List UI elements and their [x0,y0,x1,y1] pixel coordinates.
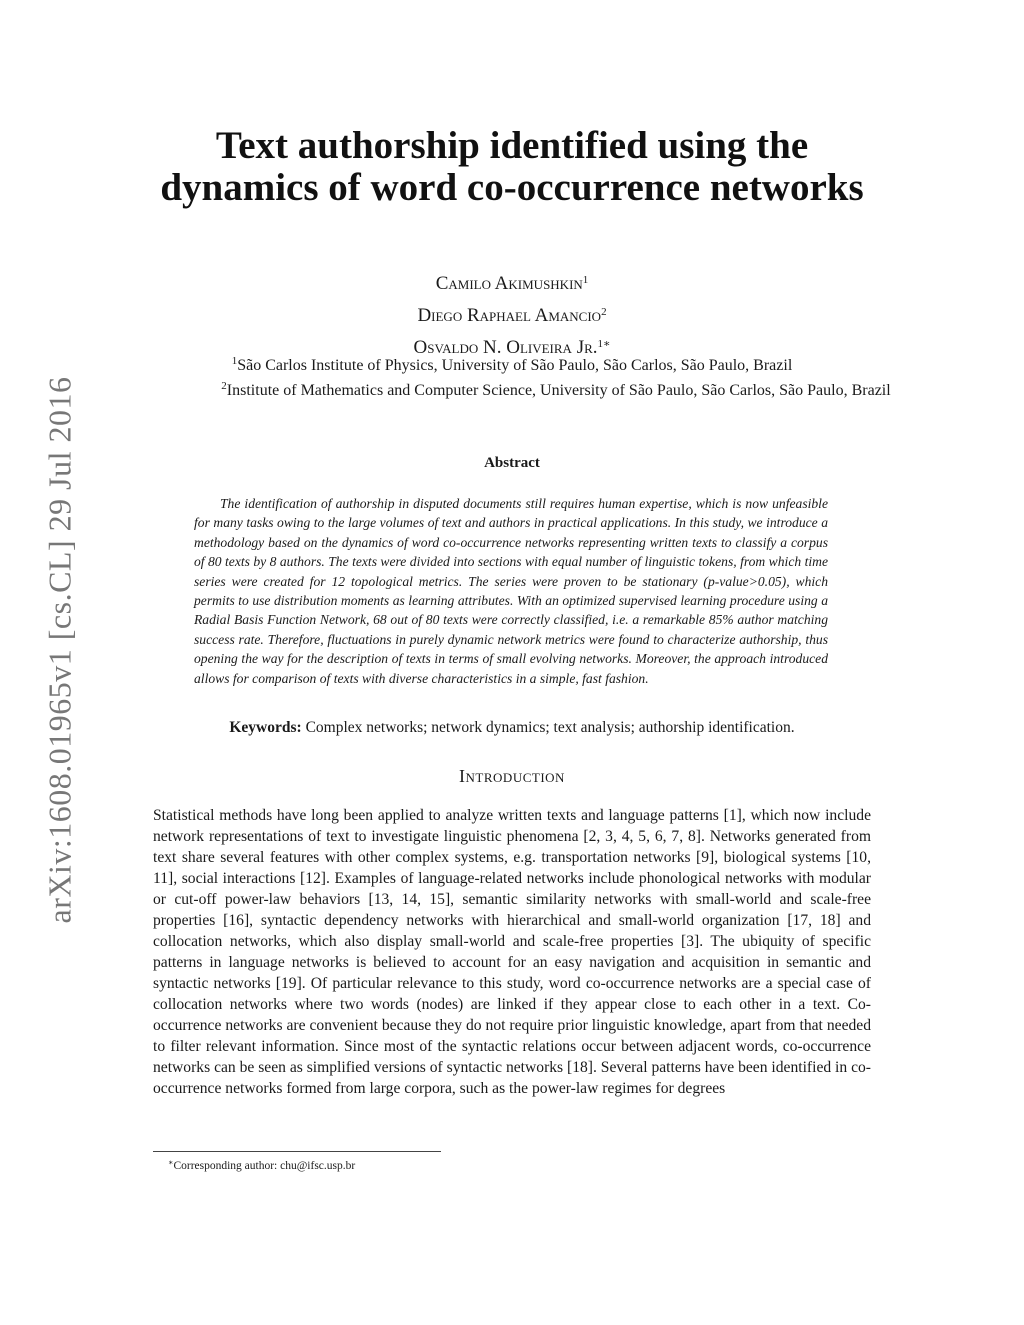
author-1 [150,266,874,298]
abstract-heading: Abstract [484,455,540,471]
author-mark: 1∗ [597,338,611,350]
keywords-line [150,719,874,737]
keywords-label: Keywords: [229,719,302,736]
affiliation-mark: 2 [221,380,227,392]
affiliation-mark: 1 [231,355,238,367]
affiliation-2 [120,376,992,401]
author-name: Camilo Akimushkin [435,273,583,294]
affiliation-text: Institute of Mathematics and Computer Science, University of São Paulo, São Carlos, São Paulo, Brazil [226,382,891,399]
author-mark: 2 [601,306,607,318]
keywords-text: Complex networks; network dynamics; text analysis; authorship identification. [305,719,795,736]
footnote-mark: ∗ [168,1158,174,1167]
footnote-divider [153,1151,441,1152]
affiliation-text: São Carlos Institute of Physics, University of São Paulo, São Carlos, São Paulo, Brazil [237,357,793,374]
arxiv-identifier-stamp: arXiv:1608.01965v1 [cs.CL] 29 Jul 2016 [41,376,78,924]
paper-title: Text authorship identified using the dynamics of word co-occurrence networks [160,124,864,209]
introduction-text: Statistical methods have long been applied to analyze written texts and language patterns [1], which now include network representations of text to investigate linguistic phenomena [2, 3, 4, 5, 6, 7, 8]. Networks generated from text share several features with other complex systems, e.g. transportation networks [9], biological systems [10, 11], social interactions [12]. Examples of language-related networks include phonological networks with modular or cut-off power-law behaviors [13, 14, 15], semantic similarity networks with small-world and scale-free properties [16], syntactic dependency networks with hierarchical and small-world organization [17, 18] and collocation networks, which also display small-world and scale-free properties [3]. The ubiquity of specific patterns in language networks is believed to account for an easy navigation and acquisition in semantic and syntactic networks [19]. Of particular relevance to this study, word co-occurrence networks are a special case of collocation networks where two words (nodes) are linked if they appear close to each other in a text. Co-occurrence networks are convenient because they do not require prior linguistic knowledge, apart from that needed to filter relevant information. Since most of the syntactic relations occur between adjacent words, co-occurrence networks can be seen as simplified versions of syntactic networks [18]. Several patterns have been identified in co-occurrence networks formed from large corpora, such as the power-law regimes for degrees [153,807,871,1097]
author-mark: 1 [582,274,589,286]
footnote [168,1156,355,1173]
introduction-heading: Introduction [459,766,565,786]
author-list [150,266,874,362]
abstract-text: The identification of authorship in disputed documents still requires human expertise, which is now unfeasible for many tasks owing to the large volumes of text and authors in practical applications. In this study, we introduce a methodology based on the dynamics of word co-occurrence networks representing written texts to classify a corpus of 80 texts by 8 authors. The texts were divided into sections with equal number of linguistic tokens, from which time series were created for 12 topological metrics. The series were proven to be stationary (p-value>0.05), which permits to use distribution moments as learning attributes. With an optimized supervised learning procedure using a Radial Basis Function Network, 68 out of 80 texts were correctly classified, i.e. a remarkable 85% author matching success rate. Therefore, fluctuations in purely dynamic network metrics were found to characterize authorship, thus opening the way for the description of texts in terms of small evolving networks. Moreover, the approach introduced allows for comparison of texts with diverse characteristics in a simple, fast fashion. [194,496,828,686]
author-name: Diego Raphael Amancio [417,305,602,326]
footnote-text: Corresponding author: chu@ifsc.usp.br [173,1160,356,1172]
author-2 [150,298,874,330]
author-name: Osvaldo N. Oliveira Jr. [413,337,598,358]
affiliation-1 [100,351,924,376]
